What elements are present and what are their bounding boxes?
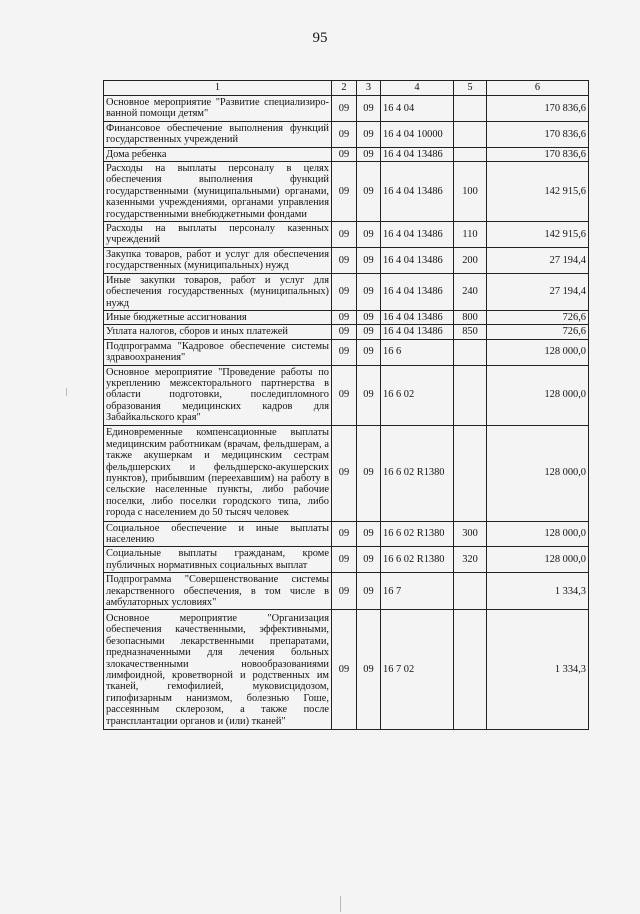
subsection-code-cell: 09: [357, 273, 381, 310]
expense-type-cell: 200: [454, 247, 487, 273]
page-number: 95: [312, 30, 328, 46]
row-name-cell: Социальные выплаты гражданам, кроме публичных нормативных социальных выплат: [104, 547, 332, 573]
row-name-cell: Основное мероприятие "Развитие специализиро-ванной помощи детям": [104, 96, 332, 122]
table-row: [104, 521, 589, 547]
target-article-cell: 16 6 02: [381, 365, 454, 425]
amount-cell: 170 836,6: [487, 96, 589, 122]
table-row: [104, 147, 589, 161]
expense-type-cell: 320: [454, 547, 487, 573]
expense-type-cell: [454, 96, 487, 122]
section-code-cell: 09: [332, 610, 357, 730]
expense-type-cell: [454, 610, 487, 730]
expense-type-cell: [454, 425, 487, 521]
expense-type-cell: 110: [454, 222, 487, 248]
subsection-code-cell: 09: [357, 325, 381, 339]
section-code-cell: 09: [332, 365, 357, 425]
section-code-cell: 09: [332, 521, 357, 547]
amount-cell: 27 194,4: [487, 247, 589, 273]
target-article-cell: 16 4 04 13486: [381, 147, 454, 161]
section-code-cell: 09: [332, 273, 357, 310]
amount-cell: 142 915,6: [487, 162, 589, 222]
target-article-cell: 16 6 02 R1380: [381, 425, 454, 521]
subsection-code-cell: 09: [357, 162, 381, 222]
target-article-cell: 16 7 02: [381, 610, 454, 730]
target-article-cell: 16 6 02 R1380: [381, 521, 454, 547]
scan-mark: [340, 896, 341, 912]
table-body: [104, 96, 589, 730]
table-row: [104, 573, 589, 610]
amount-cell: 128 000,0: [487, 547, 589, 573]
target-article-cell: 16 4 04 13486: [381, 310, 454, 324]
amount-cell: 128 000,0: [487, 365, 589, 425]
row-name-cell: Подпрограмма "Совершенствование системы лекарственного обеспечения, в том числе в амбулаторных условиях": [104, 573, 332, 610]
section-code-cell: 09: [332, 573, 357, 610]
row-name-cell: Иные бюджетные ассигнования: [104, 310, 332, 324]
table-row: [104, 425, 589, 521]
amount-cell: 170 836,6: [487, 147, 589, 161]
amount-cell: 128 000,0: [487, 339, 589, 365]
expense-type-cell: 850: [454, 325, 487, 339]
row-name-cell: Основное мероприятие "Проведение работы по укреплению межсекторального партнерства в области подготовки, последипломного образования медицинских кадров для Забайкальского края": [104, 365, 332, 425]
target-article-cell: 16 4 04 13486: [381, 325, 454, 339]
section-code-cell: 09: [332, 425, 357, 521]
target-article-cell: 16 4 04 10000: [381, 121, 454, 147]
row-name-cell: Расходы на выплаты персоналу казенных учреждений: [104, 222, 332, 248]
section-code-cell: 09: [332, 222, 357, 248]
target-article-cell: 16 4 04: [381, 96, 454, 122]
subsection-code-cell: 09: [357, 310, 381, 324]
section-code-cell: 09: [332, 147, 357, 161]
expense-type-cell: 800: [454, 310, 487, 324]
table-row: [104, 162, 589, 222]
target-article-cell: 16 4 04 13486: [381, 162, 454, 222]
subsection-code-cell: 09: [357, 521, 381, 547]
expense-type-cell: [454, 147, 487, 161]
amount-cell: 1 334,3: [487, 610, 589, 730]
section-code-cell: 09: [332, 325, 357, 339]
row-name-cell: Дома ребенка: [104, 147, 332, 161]
column-header: 6: [487, 81, 589, 96]
row-name-cell: Единовременные компенсационные выплаты медицинским работникам (врачам, фельдшерам, а также акушеркам и медицинским сестрам фельдшерских и фельдшерско-акушерских пунктов), прибывшим (переехавшим) на работу в сельские населенные пункты, либо рабочие поселки, либо поселки городского типа, либо города с населением до 50 тысяч человек: [104, 425, 332, 521]
subsection-code-cell: 09: [357, 339, 381, 365]
expense-type-cell: [454, 573, 487, 610]
table-row: [104, 339, 589, 365]
table-row: [104, 325, 589, 339]
amount-cell: 726,6: [487, 310, 589, 324]
section-code-cell: 09: [332, 162, 357, 222]
subsection-code-cell: 09: [357, 121, 381, 147]
expense-type-cell: [454, 339, 487, 365]
table-row: [104, 310, 589, 324]
table-row: [104, 547, 589, 573]
amount-cell: 27 194,4: [487, 273, 589, 310]
row-name-cell: Финансовое обеспечение выполнения функций государственных учреждений: [104, 121, 332, 147]
table-row: [104, 610, 589, 730]
amount-cell: 1 334,3: [487, 573, 589, 610]
amount-cell: 726,6: [487, 325, 589, 339]
expense-type-cell: [454, 365, 487, 425]
expense-type-cell: 300: [454, 521, 487, 547]
section-code-cell: 09: [332, 310, 357, 324]
expense-type-cell: [454, 121, 487, 147]
section-code-cell: 09: [332, 96, 357, 122]
column-header: 2: [332, 81, 357, 96]
amount-cell: 128 000,0: [487, 521, 589, 547]
amount-cell: 142 915,6: [487, 222, 589, 248]
table-row: [104, 247, 589, 273]
row-name-cell: Уплата налогов, сборов и иных платежей: [104, 325, 332, 339]
table-row: [104, 222, 589, 248]
subsection-code-cell: 09: [357, 610, 381, 730]
subsection-code-cell: 09: [357, 222, 381, 248]
target-article-cell: 16 7: [381, 573, 454, 610]
subsection-code-cell: 09: [357, 547, 381, 573]
subsection-code-cell: 09: [357, 96, 381, 122]
target-article-cell: 16 6: [381, 339, 454, 365]
subsection-code-cell: 09: [357, 425, 381, 521]
column-header: 4: [381, 81, 454, 96]
target-article-cell: 16 4 04 13486: [381, 273, 454, 310]
subsection-code-cell: 09: [357, 247, 381, 273]
row-name-cell: Социальное обеспечение и иные выплаты населению: [104, 521, 332, 547]
row-name-cell: Основное мероприятие "Организация обеспечения качественными, эффективными, безопасными лекарственными препаратами, предназначенными для лечения больных злокачественными новообразованиями лимфоидной, кроветворной и родственных им тканей, гемофилией, муковисцидозом, гипофизарным нанизмом, болезнью Гоше, рассеянным склерозом, а также после трансплантации органов и (или) тканей": [104, 610, 332, 730]
table-row: [104, 365, 589, 425]
target-article-cell: 16 4 04 13486: [381, 222, 454, 248]
subsection-code-cell: 09: [357, 573, 381, 610]
row-name-cell: Закупка товаров, работ и услуг для обеспечения государственных (муниципальных) нужд: [104, 247, 332, 273]
row-name-cell: Иные закупки товаров, работ и услуг для обеспечения государственных (муниципальных) нужд: [104, 273, 332, 310]
section-code-cell: 09: [332, 121, 357, 147]
row-name-cell: Подпрограмма "Кадровое обеспечение системы здравоохранения": [104, 339, 332, 365]
expense-type-cell: 100: [454, 162, 487, 222]
target-article-cell: 16 6 02 R1380: [381, 547, 454, 573]
section-code-cell: 09: [332, 339, 357, 365]
target-article-cell: 16 4 04 13486: [381, 247, 454, 273]
column-header: 3: [357, 81, 381, 96]
table-row: [104, 96, 589, 122]
expense-type-cell: 240: [454, 273, 487, 310]
amount-cell: 128 000,0: [487, 425, 589, 521]
column-header: 5: [454, 81, 487, 96]
table-row: [104, 121, 589, 147]
header-row: [104, 81, 589, 96]
budget-table: [103, 80, 589, 730]
subsection-code-cell: 09: [357, 147, 381, 161]
amount-cell: 170 836,6: [487, 121, 589, 147]
row-name-cell: Расходы на выплаты персоналу в целях обеспечения выполнения функций государственными (муниципальными) органами, казенными учреждениями, органами управления государственными внебюджетными фондами: [104, 162, 332, 222]
table-row: [104, 273, 589, 310]
scan-mark: [66, 388, 67, 396]
column-header: 1: [104, 81, 332, 96]
section-code-cell: 09: [332, 547, 357, 573]
subsection-code-cell: 09: [357, 365, 381, 425]
section-code-cell: 09: [332, 247, 357, 273]
